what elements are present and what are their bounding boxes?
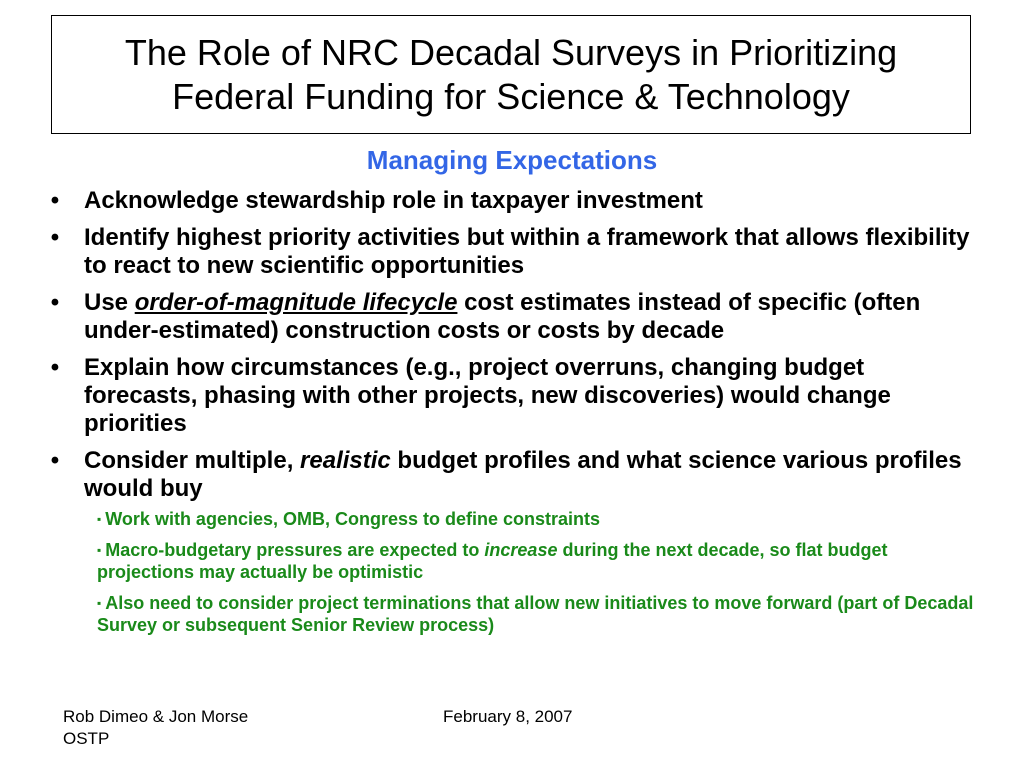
bullet-item — [40, 354, 980, 438]
bullet-item — [40, 289, 980, 345]
bullet-text: Explain how circumstances (e.g., project overruns, changing budget forecasts, phasing with other projects, new discoveries) would change priorities — [84, 354, 891, 437]
sub-bullet-text-rest: during the next decade, so flat budget projections may actually be optimistic — [97, 540, 888, 582]
bullet-text: Identify highest priority activities but within a framework that allows flexibility to react to new scientific opportunities — [84, 224, 970, 279]
sub-bullet-item — [97, 539, 980, 583]
bullet-text: Acknowledge stewardship role in taxpayer investment — [84, 187, 703, 214]
slide-title-line-1: The Role of NRC Decadal Surveys in Prioritizing — [124, 31, 898, 73]
sub-bullet-text: Also need to consider project terminations that allow new initiatives to move forward (part of Decadal Survey or subsequent Senior Review process) — [97, 593, 974, 635]
bullet-dot-icon: • — [50, 224, 60, 251]
bullet-text-lead: Consider multiple, — [84, 447, 301, 474]
slide-title-box — [51, 15, 971, 134]
bullet-dot-icon: • — [50, 187, 60, 214]
bullet-text-rest: cost estimates instead of specific (often under-estimated) construction costs or costs by decade — [84, 289, 921, 344]
bullet-item — [40, 187, 980, 215]
bullet-item — [40, 447, 980, 503]
sub-bullet-text-lead: Macro-budgetary pressures are expected to — [105, 540, 485, 560]
footer-org: OSTP — [63, 729, 110, 748]
sub-bullet-item — [97, 592, 980, 636]
slide-subtitle: Managing Expectations — [366, 145, 658, 175]
bullet-dot-icon: • — [50, 447, 60, 474]
sub-bullet-item — [97, 508, 980, 530]
slide-title-line-2: Federal Funding for Science & Technology — [172, 75, 850, 117]
footer-authors-block — [63, 706, 248, 750]
square-bullet-icon: ▪ — [97, 596, 102, 610]
sub-bullet-text: Work with agencies, OMB, Congress to define constraints — [105, 509, 601, 529]
square-bullet-icon: ▪ — [97, 512, 102, 526]
bullet-text-rest: budget profiles and what science various profiles would buy — [84, 447, 962, 502]
bullet-text-emphasis: realistic — [300, 447, 391, 474]
square-bullet-icon: ▪ — [97, 543, 102, 557]
bullet-dot-icon: • — [50, 289, 60, 316]
bullet-list — [40, 187, 980, 645]
bullet-text-lead: Use — [84, 289, 135, 316]
footer-date: February 8, 2007 — [443, 707, 573, 726]
footer-authors: Rob Dimeo & Jon Morse — [63, 707, 249, 726]
bullet-item — [40, 224, 980, 280]
bullet-dot-icon: • — [50, 354, 60, 381]
bullet-text-emphasis: order-of-magnitude lifecycle — [134, 289, 458, 316]
sub-bullet-text-emphasis: increase — [484, 540, 558, 560]
